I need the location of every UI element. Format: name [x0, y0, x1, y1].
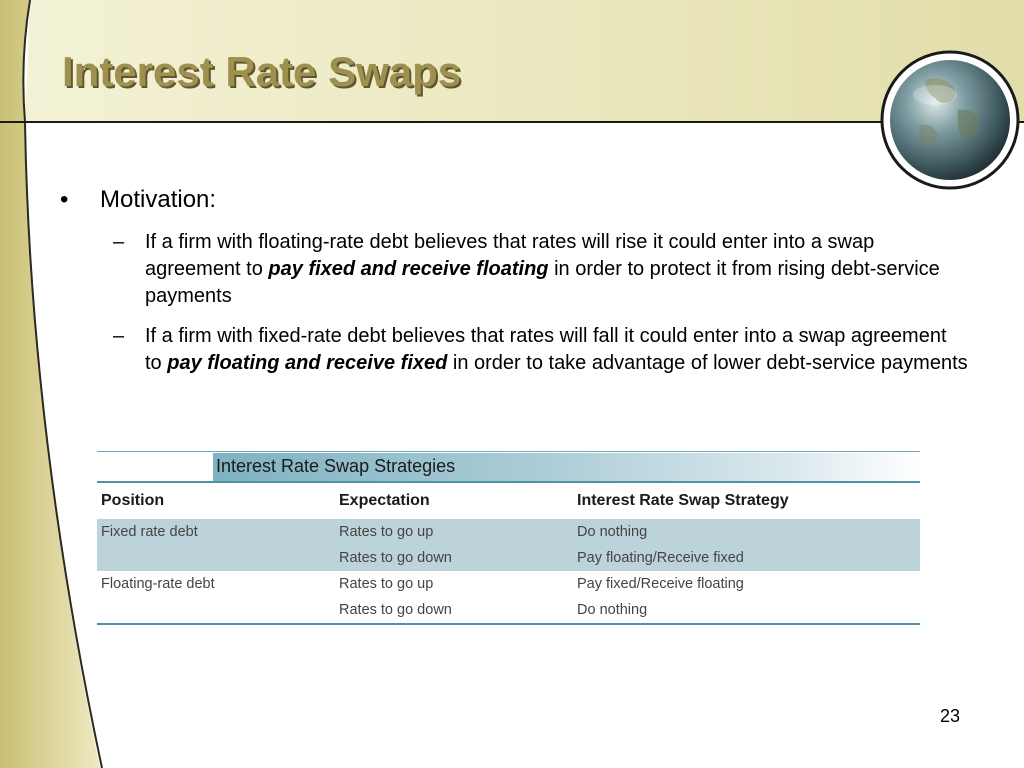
bullet-dot: •: [60, 186, 69, 213]
table-bottom-rule: [97, 623, 920, 625]
slide-title: Interest Rate Swaps: [62, 48, 462, 95]
table-cell: Rates to go down: [339, 602, 452, 618]
table-cell: Pay floating/Receive fixed: [577, 550, 744, 566]
sub-bullet-fixed-rate: [58, 323, 968, 377]
slide-content: [58, 185, 968, 390]
table-cell: Do nothing: [577, 524, 648, 540]
sub-bullet-text: If a firm with fixed-rate debt believes that rates will fall it could enter into a swap agreement to: [145, 325, 947, 374]
bullet-motivation: [58, 185, 968, 215]
sub-bullet-list: [58, 229, 968, 377]
table-row: [97, 597, 920, 623]
table-cell: Rates to go up: [339, 576, 434, 592]
page-number: 23: [940, 706, 961, 726]
globe-icon: [880, 50, 1020, 190]
sub-bullet-text: in order to protect it from rising debt-service payments: [145, 258, 940, 307]
table-cell: Rates to go down: [339, 550, 452, 566]
sub-bullet-dash: –: [113, 325, 125, 347]
table-row: [97, 519, 920, 545]
sub-bullet-text: in order to take advantage of lower debt-service payments: [447, 352, 968, 374]
table-row: [97, 571, 920, 597]
table-header-cell: Interest Rate Swap Strategy: [577, 492, 789, 509]
table-cell: Floating-rate debt: [101, 576, 215, 592]
table-title: Interest Rate Swap Strategies: [216, 456, 456, 476]
table-header-cell: Position: [101, 492, 165, 509]
sub-bullet-dash: –: [113, 231, 125, 253]
table-cell: Fixed rate debt: [101, 524, 198, 540]
bullet-motivation-text: Motivation:: [100, 186, 217, 213]
sub-bullet-emphasis: pay floating and receive fixed: [167, 352, 448, 374]
table-title-row: [97, 451, 920, 481]
sub-bullet-text: If a firm with floating-rate debt believes that rates will rise it could enter into a swap agreement to: [145, 231, 875, 280]
table-cell: Do nothing: [577, 602, 648, 618]
swap-strategies-table: [97, 451, 920, 625]
table-cell: Rates to go up: [339, 524, 434, 540]
sub-bullet-emphasis: pay fixed and receive floating: [268, 258, 549, 280]
table-row: [97, 545, 920, 571]
table-cell: Pay fixed/Receive floating: [577, 576, 744, 592]
sub-bullet-floating-rate: [58, 229, 968, 310]
table-header-cell: Expectation: [339, 492, 430, 509]
table-header-row: [97, 483, 920, 519]
